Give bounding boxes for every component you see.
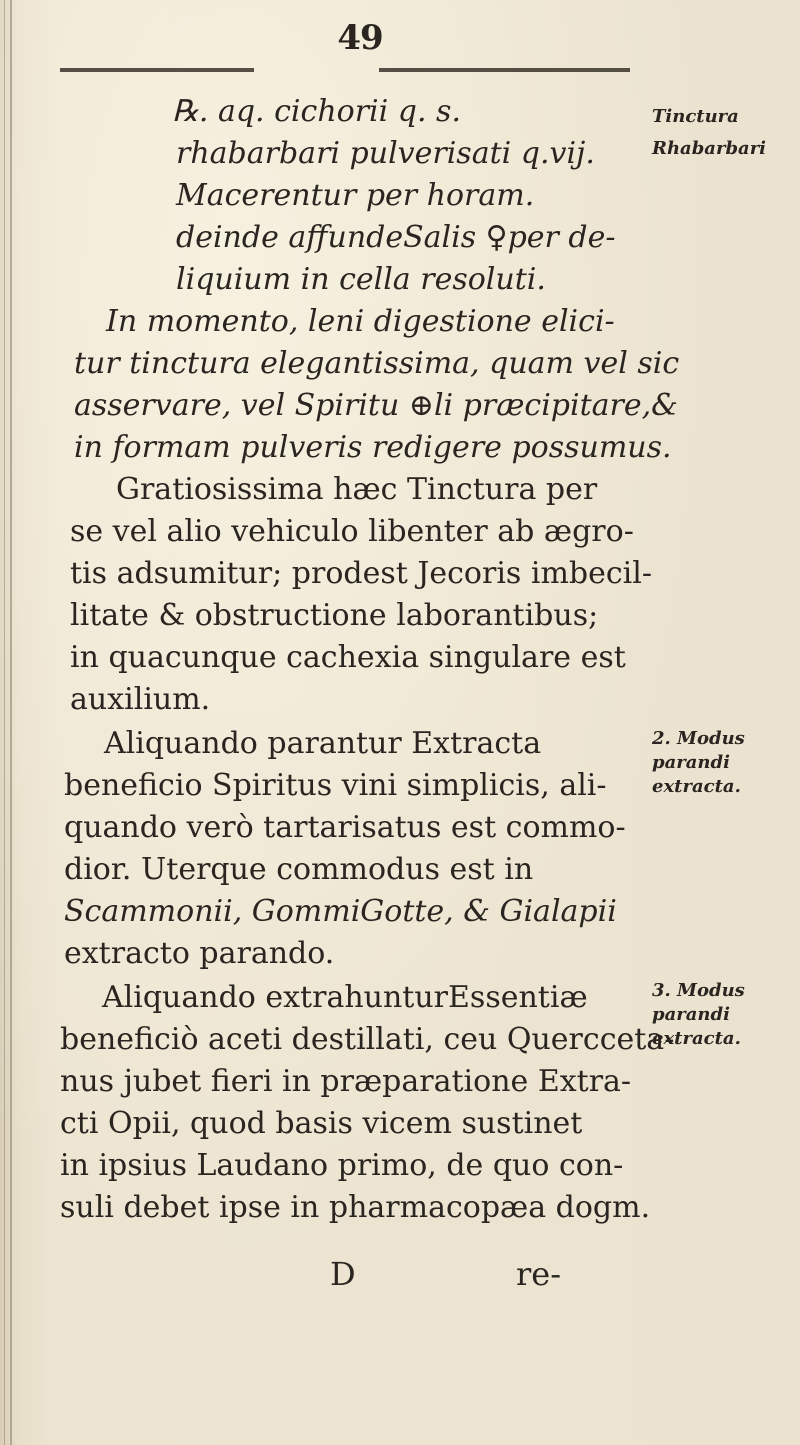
margin-note-modus-2: 2. Modus <box>652 728 745 749</box>
text-line-6: In momento, leni digestione elici- <box>106 304 615 339</box>
text-line-7: tur tinctura elegantissima, quam vel sic <box>74 346 680 381</box>
text-line-9: in formam pulveris redigere possumus. <box>74 430 672 465</box>
header-rule <box>60 68 630 72</box>
signature-mark: D <box>330 1255 356 1293</box>
catchword: re- <box>516 1255 562 1293</box>
text-line-21: extracto parando. <box>64 936 335 971</box>
margin-note-extracta-3: extracta. <box>652 1028 741 1049</box>
text-line-13: litate & obstructione laborantibus; <box>70 598 599 633</box>
text-line-4: deinde affundeSalis ♀per de- <box>176 220 616 255</box>
text-line-12: tis adsumitur; prodest Jecoris imbecil- <box>70 556 652 591</box>
margin-note-parandi-3: parandi <box>652 1004 730 1025</box>
text-line-26: in ipsius Laudano primo, de quo con- <box>60 1148 624 1183</box>
binding-shadow <box>10 0 12 1445</box>
text-line-25: cti Opii, quod basis vicem sustinet <box>60 1106 583 1141</box>
margin-note-parandi-2: parandi <box>652 752 730 773</box>
text-line-16: Aliquando parantur Extracta <box>104 726 542 761</box>
text-line-5: liquium in cella resoluti. <box>176 262 546 297</box>
text-line-20: Scammonii, GommiGotte, & Gialapii <box>64 894 617 929</box>
text-line-19: dior. Uterque commodus est in <box>64 852 534 887</box>
text-line-24: nus jubet fieri in præparatione Extra- <box>60 1064 632 1099</box>
text-line-1: ℞. aq. cichorii q. s. <box>172 94 461 129</box>
text-line-3: Macerentur per horam. <box>176 178 535 213</box>
text-line-18: quando verò tartarisatus est commo- <box>64 810 626 845</box>
text-line-8: asservare, vel Spiritu ⊕li præcipitare,& <box>74 388 678 423</box>
text-line-14: in quacunque cachexia singulare est <box>70 640 626 675</box>
text-line-11: se vel alio vehiculo libenter ab ægro- <box>70 514 634 549</box>
page-number: 49 <box>337 18 383 58</box>
text-line-27: suli debet ipse in pharmacopæa dogm. <box>60 1190 651 1225</box>
binding-edge <box>4 0 5 1445</box>
margin-note-extracta-2: extracta. <box>652 776 741 797</box>
margin-note-modus-3: 3. Modus <box>652 980 745 1001</box>
margin-note-tinctura: Tinctura <box>652 106 739 127</box>
text-line-23: beneficiò aceti destillati, ceu Quercceta- <box>60 1022 675 1057</box>
margin-note-rhabarbari: Rhabarbari <box>652 138 767 159</box>
text-line-17: beneficio Spiritus vini simplicis, ali- <box>64 768 607 803</box>
text-line-22: Aliquando extrahunturEssentiæ <box>102 980 588 1015</box>
text-line-10: Gratiosissima hæc Tinctura per <box>116 472 598 507</box>
text-line-2: rhabarbari pulverisati q.vij. <box>176 136 595 171</box>
text-line-15: auxilium. <box>70 682 211 717</box>
